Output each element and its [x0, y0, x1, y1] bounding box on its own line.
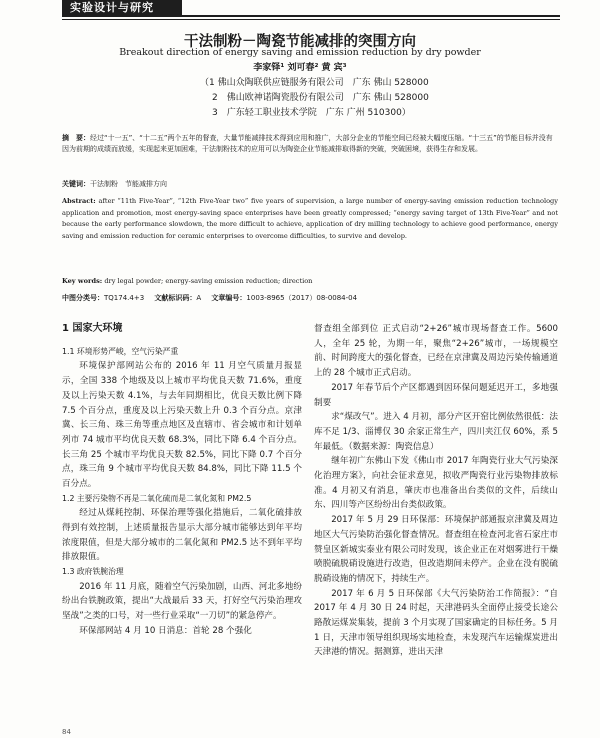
article-no-value: 1003-8965（2017）08-0084-04: [246, 294, 358, 302]
header-rule-thin: [62, 19, 560, 20]
paragraph-2: 经过从煤耗控制、环保治理等强化措施后，二氧化硫排放得到有效控制，上述质量报告显示大部分城市能够达到年平均浓度限值，但是大部分城市的二氧化氮和 PM2.5 达不到年平均排放限值。: [62, 508, 302, 563]
clc-label: 中图分类号：: [62, 294, 104, 302]
keywords-cn-label: 关键词：: [62, 180, 90, 188]
right-paragraph-4: 继年初广东佛山下发《佛山市 2017 年陶瓷行业大气污染深化治理方案》，向社会征求意见，拟收严陶瓷行业污染物排放标准。4 月初又有消息，肇庆市也准备出台类似的文件，后续山东、四川等产区纷纷出台类似政策。: [314, 456, 558, 511]
subheading-1-1: 1.1 环境形势严峻，空气污染严重: [62, 346, 179, 356]
affiliation-3: 3 广东轻工职业技术学院 广东 广州 510300）: [212, 108, 411, 118]
article-title-cn: 干法制粉－陶瓷节能减排的突围方向: [184, 34, 416, 50]
abstract-cn-text: 经过“十一五”、“十二五”两个五年的督查，大量节能减排技术得到应用和推广，大部分企业的节能空间已经被大幅度压缩。“十三五”的节能目标并没有因为前期的成绩而放缓，实现起来更加困难，干法制粉技术的应用可以为陶瓷企业节能减排取得新的突破，突破困境，获得生存和发展。: [62, 134, 553, 154]
section-header: 实验设计与研究: [62, 0, 182, 15]
clc-value: TQ174.4+3: [104, 294, 145, 302]
keywords-en: [62, 276, 558, 288]
paragraph-1: 环境保护部网站公布的 2016 年 11 月空气质量月报显示，全国 338 个地级及以上城市平均优良天数 71.6%，重度及以上污染天数 4.1%，与去年同期相比，优良天数比例下降 7.5 个百分点，重度及以上污染天数上升 0.3 个百分点。京津冀、长三角、珠三角等重点地区及直辖市、省会城市和计划单列市 74 城市平均优良天数 68.3%，同比下降 6.4 个百分点。长三角 25 个城市平均优良天数 82.5%，同比下降 0.7 个百分点，珠三角 9 个城市平均优良天数 84.8%，同比下降 11.5 个百分点。: [62, 361, 302, 490]
keywords-cn: [62, 179, 558, 190]
doc-code-label: 文献标识码：: [154, 294, 197, 302]
subheading-1-3: 1.3 政府铁腕治理: [62, 567, 124, 577]
article-title-en: Breakout direction of energy saving and emission reduction by dry powder: [119, 47, 481, 58]
paragraph-3: 2016 年 11 月底，随着空气污染加剧，山西、河北多地纷纷出台铁腕政策，提出“大战最后 33 天，打好空气污染治理攻坚战”之类的口号，对一些行业采取“一刀切”的紧急停产。: [62, 581, 302, 622]
right-paragraph-1: 督查组全部到位 正式启动“2+26”城市现场督查工作。5600 人，全年 25 轮，为期一年，聚焦“2+26”城市，一场规模空前、时间跨度大的强化督查，已经在京津冀及周边污染传输通道上的 28 个城市正式启动。: [314, 324, 558, 379]
article-no-label: 文章编号：: [211, 294, 247, 302]
authors: 李家铎¹ 刘可春² 黄 宾³: [253, 63, 347, 73]
abstract-cn-label: 摘 要：: [62, 134, 90, 142]
abstract-en: [62, 196, 558, 242]
keywords-en-text: dry legal powder; energy-saving emission reduction; direction: [104, 277, 313, 285]
header-rule: [62, 15, 560, 17]
affiliation-1: （1 佛山众陶联供应链服务有限公司 广东 佛山 528000: [200, 78, 429, 88]
classification-line: [62, 293, 357, 303]
keywords-cn-text: 干法制粉 节能减排方向: [90, 180, 167, 188]
abstract-cn: [62, 133, 558, 156]
paragraph-4: 环保部网站 4 月 10 日消息：首轮 28 个强化: [79, 625, 252, 636]
right-paragraph-6: 2017 年 6 月 5 日环保部《大气污染防治工作简报》：“自 2017 年 4 月 30 日 24 时起，天津港码头全面停止接受长途公路散运煤炭集装，提前 3 个月实现了国家确定的目标任务。5 月 1 日，天津市领导组织现场实地检查，未发现汽车运输煤炭进出天津港的情况。据测算，进出天津: [314, 588, 558, 658]
abstract-en-label: Abstract:: [62, 197, 96, 205]
abstract-en-text: after “11th Five-Year”, “12th Five-Year two” five years of supervision, a large number of energy-saving emission reduction technology application and promotion, most energy-saving space enterprises have been greatly compressed; “energy saving target of 13th Five-Year” and not because the early performance slowdown, the more difficult to achieve, application of dry milling technology to achieve good performance, energy saving and emission reduction for ceramic enterprises to overcome difficulties, to survive and develop.: [62, 197, 558, 240]
right-paragraph-5: 2017 年 5 月 29 日环保部：环境保护部通报京津冀及周边地区大气污染防治强化督查情况。督查组在检查河北省石家庄市赞皇区新城实泰业有限公司时发现，该企业正在对烟雾进行干燥喷脱硫脱硝设施进行改造，但改造期间未停产。企业在没有脱硫脱硝设施的情况下，持续生产。: [314, 515, 558, 584]
right-paragraph-3: 求“煤改气”。进入 4 月初，部分产区开窑比例依然很低：法库不足 1/3、淄博仅 30 余家正常生产，四川夹江仅 60%，系 5 年最低。（数据来源：陶瓷信息）: [314, 412, 558, 452]
right-paragraph-2: 2017 年春节后个产区都遇到因环保问题延迟开工，多地强制要: [314, 382, 558, 408]
page-number: 84: [62, 728, 71, 736]
right-column: [314, 322, 558, 660]
doc-code-value: A: [196, 294, 202, 302]
subheading-1-2: 1.2 主要污染物不再是二氧化硫而是二氧化氮和 PM2.5: [62, 493, 252, 503]
keywords-en-label: Key words:: [62, 277, 103, 285]
section-heading-1: 1 国家大环境: [62, 323, 123, 334]
affiliation-2: 2 佛山欧神诺陶瓷股份有限公司 广东 佛山 528000: [212, 93, 429, 103]
left-column: [62, 322, 302, 639]
